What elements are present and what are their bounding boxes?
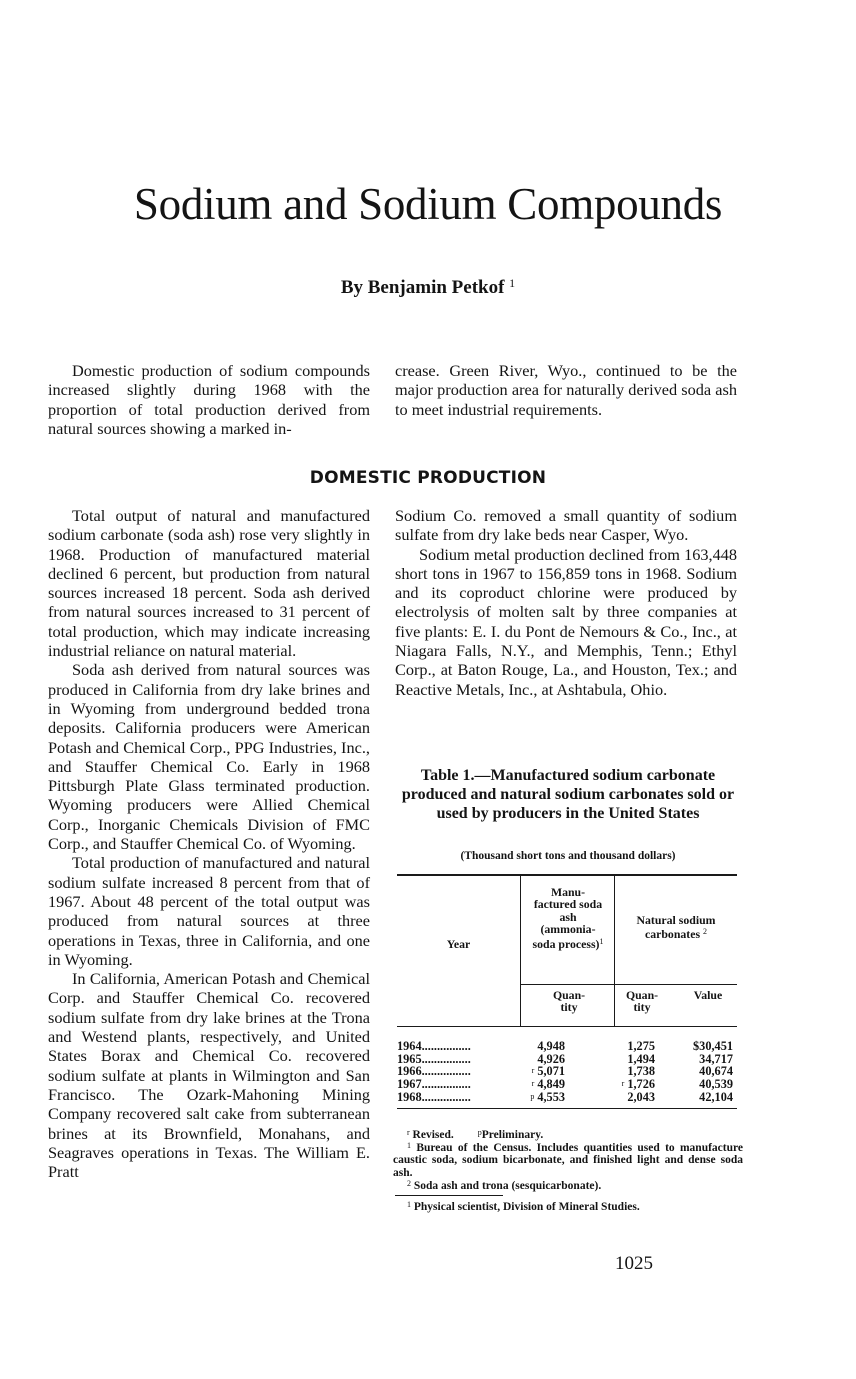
section-heading: DOMESTIC PRODUCTION xyxy=(309,468,547,488)
table-row xyxy=(397,1040,737,1053)
page-footnote-text: Physical scientist, Division of Mineral Studies. xyxy=(413,1201,640,1213)
author-footnote-mark: 1 xyxy=(509,276,516,290)
paragraph-sodium-sulfate: Total production of manufactured and natural sodium sulfate increased 8 percent from that of 1967. About 48 percent of the total output was produced from natural sources at three operations in Texas, three in California, and one in Wyoming. xyxy=(48,853,370,969)
paragraph-california-sulfate: In California, American Potash and Chemical Corp. and Stauffer Chemical Co. recovered sodium sulfate from dry lake brines at the Trona and Westend plants, respectively, and United States Borax and Chemical Co. recovered sodium sulfate at plants in Wilmington and San Francisco. The Ozark-Mahoning Mining Company recovered salt cake from subterranean brines at its Brownfield, Monahans, and Seagraves operations in Texas. The William E. Pratt xyxy=(48,969,370,1182)
manufactured-value: 5,071 xyxy=(537,1064,565,1079)
table-header-quantity-manufactured: Quan- tity xyxy=(552,988,586,1015)
table-cell-natural-value: 42,104 xyxy=(699,1089,733,1104)
table-cell-natural-quantity xyxy=(624,1091,655,1104)
table-row xyxy=(397,1053,737,1066)
revised-label: Revised. xyxy=(412,1129,454,1141)
table-cell-natural-value: 40,674 xyxy=(699,1064,733,1079)
natural-quantity-value: 1,726 xyxy=(627,1077,655,1092)
manufactured-value: 4,948 xyxy=(537,1039,565,1053)
year-value: 1967 xyxy=(397,1078,422,1091)
paragraph-sodium-metal: Sodium metal production declined from 163,448 short tons in 1967 to 156,859 tons in 1968. Sodium and its coproduct chlorine were produced by electrolysis of molten salt by three companies at five plants: E. I. du Pont de Nemours & Co., Inc., at Niagara Falls, N.Y., and Memphis, Tenn.; Ethyl Corp., at Baton Rouge, La., and Houston, Tex.; and Reactive Metals, Inc., at Ashtabula, Ohio. xyxy=(395,544,737,699)
table-cell-natural-value: $30,451 xyxy=(693,1039,733,1053)
table-header-natural xyxy=(616,914,736,941)
table-row xyxy=(397,1078,737,1091)
table-column-rule-1 xyxy=(520,876,521,1026)
revision-flag: r xyxy=(621,1079,625,1089)
table-column-rule-2 xyxy=(614,876,615,1026)
revised-mark: r xyxy=(407,1128,410,1137)
table-cell-year: 1966................ xyxy=(397,1065,471,1079)
page-footnote-mark: 1 xyxy=(407,1200,411,1209)
table-header-year: Year xyxy=(446,937,471,951)
table-subtitle: (Thousand short tons and thousand dollars) xyxy=(460,850,676,862)
natural-quantity-value: 1,494 xyxy=(627,1051,655,1066)
table-header-divider-1 xyxy=(520,984,737,985)
year-value: 1964 xyxy=(397,1040,422,1053)
body-right-column xyxy=(395,506,737,699)
table-bottom-rule xyxy=(397,1108,737,1109)
table-header-quantity-natural: Quan- tity xyxy=(625,988,659,1015)
manufactured-value: 4,926 xyxy=(537,1051,565,1066)
intro-left-column xyxy=(48,361,370,438)
revision-flag: p xyxy=(530,1091,535,1101)
page-footnote xyxy=(407,1199,757,1213)
table-header-manufactured-note: 1 xyxy=(599,936,604,946)
table-header-natural-text: Natural sodium carbonates xyxy=(636,913,716,942)
table-header-value: Value xyxy=(693,988,723,1002)
table-header-natural-note: 2 xyxy=(703,927,707,937)
table-cell-natural-value: 40,539 xyxy=(699,1077,733,1092)
natural-quantity-value: 2,043 xyxy=(627,1089,655,1104)
natural-quantity-value: 1,738 xyxy=(627,1064,655,1079)
table-cell-year: 1968................ xyxy=(397,1090,471,1104)
revision-flag: r xyxy=(531,1066,535,1076)
footnote-1-mark: 1 xyxy=(407,1141,411,1150)
table-footnote-2 xyxy=(407,1178,757,1192)
table-row xyxy=(397,1065,737,1078)
intro-paragraph-left: Domestic production of sodium compounds increased slightly during 1968 with the proportion of total production derived from natural sources showing a marked in- xyxy=(48,361,370,438)
footnote-2-mark: 2 xyxy=(407,1179,411,1188)
author-byline xyxy=(0,276,856,299)
year-value: 1965 xyxy=(397,1052,422,1066)
table-top-rule xyxy=(397,874,737,876)
page-title: Sodium and Sodium Compounds xyxy=(133,179,723,229)
table-header-divider-2 xyxy=(397,1026,737,1027)
table-header-manufactured xyxy=(532,886,604,950)
intro-paragraph-right: crease. Green River, Wyo., continued to be the major production area for naturally derived soda ash to meet industrial requirements. xyxy=(395,361,737,419)
manufactured-value: 4,553 xyxy=(537,1089,565,1104)
table-cell-year: 1965................ xyxy=(397,1052,471,1066)
table-footnote-1 xyxy=(393,1140,743,1179)
author-name: By Benjamin Petkof xyxy=(340,277,505,298)
table-cell-manufactured xyxy=(530,1091,565,1104)
paragraph-pratt-continued: Sodium Co. removed a small quantity of sodium sulfate from dry lake beds near Casper, Wyo. xyxy=(395,506,737,545)
preliminary-label: Preliminary. xyxy=(481,1129,544,1141)
preliminary-mark: p xyxy=(477,1128,482,1137)
natural-quantity-value: 1,275 xyxy=(627,1039,655,1053)
year-value: 1968 xyxy=(397,1090,422,1104)
body-left-column xyxy=(48,506,370,1181)
intro-right-column xyxy=(395,361,737,419)
paragraph-soda-ash-producers: Soda ash derived from natural sources was produced in California from dry lake brines and in Wyoming from underground bedded trona deposits. California producers were American Potash and Chemical Corp., PPG Industries, Inc., and Stauffer Chemical Co. Early in 1968 Pittsburgh Plate Glass terminated production. Wyoming producers were Allied Chemical Corp., Inorganic Chemicals Division of FMC Corp., and Stauffer Chemical Co. of Wyoming. xyxy=(48,660,370,854)
footnote-1-text: Bureau of the Census. Includes quantities used to manufacture caustic soda, sodium bicarbonate, and finished light and dense soda ash. xyxy=(393,1142,743,1179)
table-row xyxy=(397,1091,737,1104)
table-header-manufactured-text: Manu- factured soda ash (ammonia- soda process) xyxy=(532,885,603,951)
footnote-2-text: Soda ash and trona (sesquicarbonate). xyxy=(413,1180,602,1192)
table-cell-year: 1967................ xyxy=(397,1078,471,1091)
paragraph-soda-ash-output: Total output of natural and manufactured sodium carbonate (soda ash) rose very slightly in 1968. Production of manufactured material declined 6 percent, but production from natural sources increased 18 percent. Soda ash derived from natural sources increased to 31 percent of total production, which may indicate increasing industrial reliance on natural material. xyxy=(48,506,370,661)
manufactured-value: 4,849 xyxy=(537,1077,565,1092)
page-number: 1025 xyxy=(615,1253,653,1274)
table-body xyxy=(397,1040,737,1103)
year-value: 1966 xyxy=(397,1065,422,1079)
page-footnote-rule xyxy=(395,1195,503,1196)
table-cell-natural-value: 34,717 xyxy=(699,1051,733,1066)
table-title: Table 1.—Manufactured sodium carbonate produced and natural sodium carbonates sold or used by producers in the United States xyxy=(401,767,735,822)
table-cell-year: 1964................ xyxy=(397,1040,471,1053)
revision-flag: r xyxy=(531,1079,535,1089)
